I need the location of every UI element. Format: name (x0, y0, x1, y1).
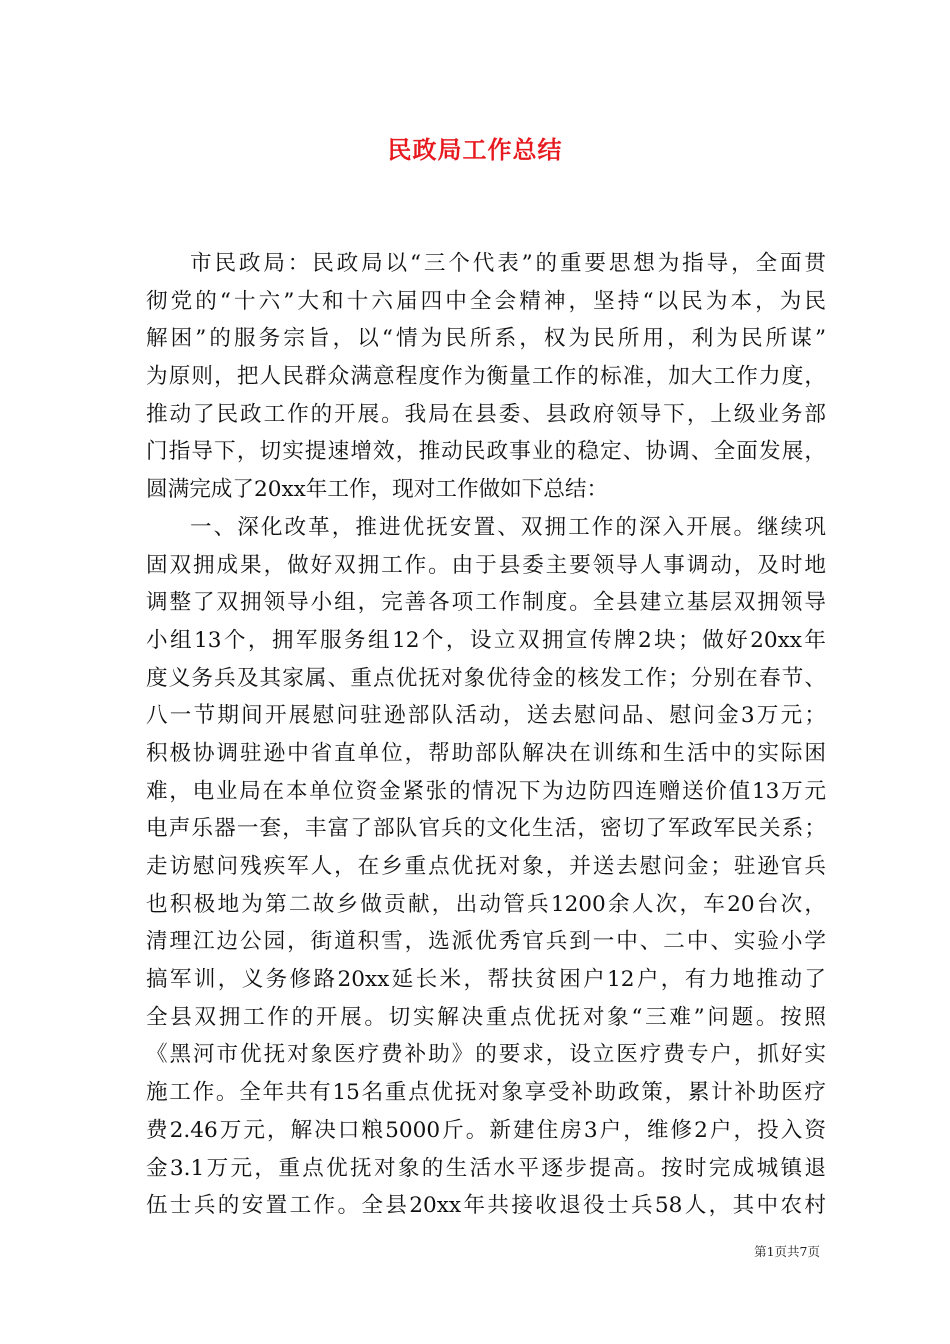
text-line: 门指导下，切实提速增效，推动民政事业的稳定、协调、全面发展， (146, 439, 826, 465)
text-line: 固双拥成果，做好双拥工作。由于县委主要领导人事调动，及时地 (146, 552, 826, 578)
text-line: 圆满完成了20xx年工作，现对工作做如下总结： (146, 477, 609, 503)
text-line: 伍士兵的安置工作。全县20xx年共接收退役士兵58人，其中农村 (146, 1193, 826, 1219)
text-line: 金3.1万元，重点优抚对象的生活水平逐步提高。按时完成城镇退 (146, 1155, 826, 1181)
text-line: 积极协调驻逊中省直单位，帮助部队解决在训练和生活中的实际困 (146, 740, 826, 766)
text-line: 小组13个，拥军服务组12个，设立双拥宣传牌2块；做好20xx年 (146, 627, 826, 653)
text-line: 八一节期间开展慰问驻逊部队活动，送去慰问品、慰问金3万元； (146, 703, 826, 729)
text-line: 费2.46万元，解决口粮5000斤。新建住房3户，维修2户，投入资 (146, 1117, 826, 1143)
text-line: 彻党的“十六”大和十六届四中全会精神，坚持“以民为本，为民 (146, 288, 826, 314)
text-line: 度义务兵及其家属、重点优抚对象优待金的核发工作；分别在春节、 (146, 665, 826, 691)
text-line: 难，电业局在本单位资金紧张的情况下为边防四连赠送价值13万元 (146, 778, 826, 804)
text-line: 施工作。全年共有15名重点优抚对象享受补助政策，累计补助医疗 (146, 1080, 826, 1106)
text-line: 走访慰问残疾军人，在乡重点优抚对象，并送去慰问金；驻逊官兵 (146, 854, 826, 879)
text-line: 解困”的服务宗旨，以“情为民所系，权为民所用，利为民所谋” (146, 326, 826, 352)
text-line: 为原则，把人民群众满意程度作为衡量工作的标准，加大工作力度， (146, 364, 826, 390)
text-line: 电声乐器一套，丰富了部队官兵的文化生活，密切了军政军民关系； (146, 816, 826, 842)
text-line: 搞军训，义务修路20xx延长米，帮扶贫困户12户，有力地推动了 (146, 967, 826, 993)
text-line: 一、深化改革，推进优抚安置、双拥工作的深入开展。继续巩 (190, 514, 826, 540)
document-title: 民政局工作总结 (387, 135, 563, 164)
text-line: 调整了双拥领导小组，完善各项工作制度。全县建立基层双拥领导 (146, 590, 826, 616)
text-line: 《黑河市优抚对象医疗费补助》的要求，设立医疗费专户，抓好实 (146, 1042, 826, 1068)
text-line: 市民政局：民政局以“三个代表”的重要思想为指导，全面贯 (190, 251, 826, 276)
page-number: 第1页共7页 (754, 1244, 820, 1259)
document-body (146, 245, 826, 1225)
text-line: 全县双拥工作的开展。切实解决重点优抚对象“三难”问题。按照 (146, 1004, 826, 1030)
text-line: 也积极地为第二故乡做贡献，出动管兵1200余人次，车20台次， (146, 891, 826, 917)
text-line: 推动了民政工作的开展。我局在县委、县政府领导下，上级业务部 (146, 401, 826, 427)
text-line: 清理江边公园，街道积雪，选派优秀官兵到一中、二中、实验小学 (146, 929, 826, 955)
